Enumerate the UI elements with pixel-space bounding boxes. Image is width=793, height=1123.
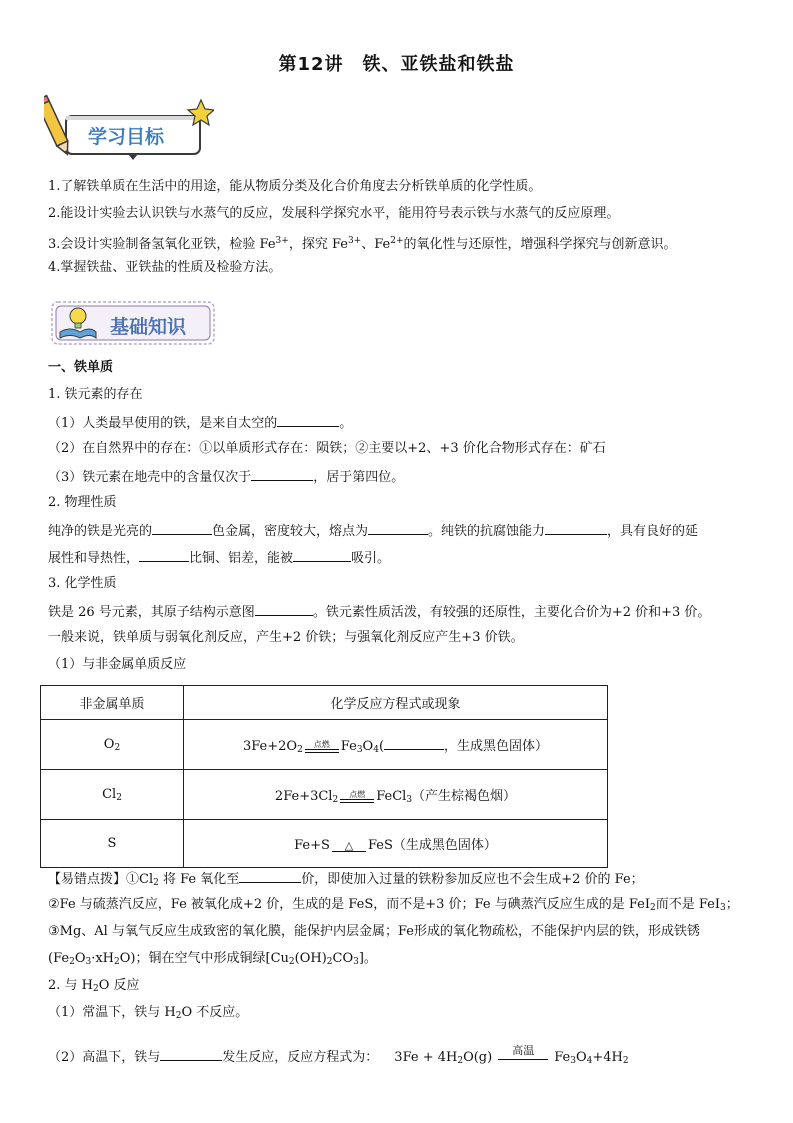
blank-9[interactable] <box>384 735 444 750</box>
knowledge-label: 基础知识 <box>110 316 187 338</box>
table-row <box>41 720 608 770</box>
goals-label: 学习目标 <box>88 126 165 148</box>
goal-2: 2.能设计实验去认识铁与水蒸气的反应，发展科学探究水平，能用符号表示铁与水蒸气的反应原理。 <box>48 206 620 221</box>
blank-4[interactable] <box>368 520 428 535</box>
table-cell-equation: Fe+S △ FeS（生成黑色固体） <box>184 820 608 868</box>
blank-2[interactable] <box>251 466 313 481</box>
blank-1[interactable] <box>277 412 339 427</box>
blank-11[interactable] <box>160 1046 222 1061</box>
tip-line-3: ③Mg、Al 与氧气反应生成致密的氧化膜，能保护内层金属；Fe形成的氧化物疏松，不能保护内层的铁，形成铁锈 <box>48 924 700 939</box>
reaction-table <box>40 685 608 868</box>
table-cell-element: $O_2$ <box>41 720 184 770</box>
knowledge-banner <box>48 298 218 350</box>
blank-3[interactable] <box>152 520 212 535</box>
existence-line-3: （3）铁元素在地壳中的含量仅次于 ，居于第四位。 <box>48 466 404 488</box>
table-cell-element: S <box>41 820 184 868</box>
physical-line-1: 纯净的铁是光亮的 色金属，密度较大，熔点为 。纯铁的抗腐蚀能力 ，具有良好的延 <box>48 520 698 542</box>
subheading-water: 2. 与 $H_2O$ 反应 <box>48 978 140 994</box>
goal-1: 1.了解铁单质在生活中的用途，能从物质分类及化合价角度去分析铁单质的化学性质。 <box>48 179 542 194</box>
water-line-1: （1）常温下，铁与 $H_2O$ 不反应。 <box>48 1005 249 1021</box>
blank-7[interactable] <box>293 547 351 562</box>
chemical-line-1: 铁是 26 号元素，其原子结构示意图 。铁元素性质活泼，有较强的还原性，主要化合价为+2 价和+3 价。 <box>48 601 710 623</box>
existence-line-2: （2）在自然界中的存在：①以单质形式存在：陨铁；②主要以+2、+3 价化合物形式存在：矿石 <box>48 441 606 456</box>
table-header-cell: 化学反应方程式或现象 <box>184 686 608 720</box>
heading-iron-element: 一、铁单质 <box>48 360 114 375</box>
subheading-existence: 1. 铁元素的存在 <box>48 387 143 402</box>
table-row <box>41 820 608 868</box>
chemical-line-2: 一般来说，铁单质与弱氧化剂反应，产生+2 价铁；与强氧化剂反应产生+3 价铁。 <box>48 630 524 645</box>
table-cell-equation: $2Fe+3Cl_2$ 点燃 FeCl$_3$（产生棕褐色烟） <box>184 770 608 820</box>
existence-line-1: （1）人类最早使用的铁，是来自太空的 。 <box>48 412 352 434</box>
goal-4: 4.掌握铁盐、亚铁盐的性质及检验方法。 <box>48 260 282 275</box>
table-header-row <box>41 686 608 720</box>
chemical-line-3: （1）与非金属单质反应 <box>48 657 187 672</box>
tip-line-2: ②Fe 与硫蒸汽反应，Fe 被氧化成+2 价，生成的是 FeS，而不是+3 价；Fe 与碘蒸汽反应生成的是 FeI$_2$而不是 FeI$_3$； <box>48 897 739 913</box>
blank-8[interactable] <box>255 601 313 616</box>
subheading-chemical: 3. 化学性质 <box>48 576 117 591</box>
tip-line-4: $(Fe_2O_3\cdot xH_2O)$；铜在空气中形成铜绿$[Cu_2(OH)_2CO_3]$。 <box>48 951 377 967</box>
blank-6[interactable] <box>139 547 189 562</box>
blank-5[interactable] <box>545 520 607 535</box>
table-row <box>41 770 608 820</box>
physical-line-2: 展性和导热性， 比铜、铝差，能被 吸引。 <box>48 547 390 569</box>
water-line-2: （2）高温下，铁与 发生反应，反应方程式为： $3Fe + 4H_2O(g)$ 高温 $Fe_3O_4+4H_2$ <box>48 1043 629 1066</box>
table-cell-element: $Cl_2$ <box>41 770 184 820</box>
blank-10[interactable] <box>239 868 301 883</box>
table-cell-equation: $3Fe+2O_2$ 点燃 $Fe_3O_4$( ，生成黑色固体） <box>184 720 608 770</box>
tip-line-1: 【易错点拨】$①Cl_2$ 将 Fe 氧化至 价，即使加入过量的铁粉参加反应也不会生成+2 价的 Fe； <box>48 868 644 893</box>
page-title: 第12讲 铁、亚铁盐和铁盐 <box>278 54 515 75</box>
table-header-cell: 非金属单质 <box>41 686 184 720</box>
subheading-physical: 2. 物理性质 <box>48 495 117 510</box>
goal-3: 3.会设计实验制备氢氧化亚铁，检验 $Fe^{3+}$，探究 $Fe^{3+}$、$Fe^{2+}$的氧化性与还原性，增强科学探究与创新意识。 <box>48 236 677 252</box>
goals-banner <box>44 94 214 164</box>
